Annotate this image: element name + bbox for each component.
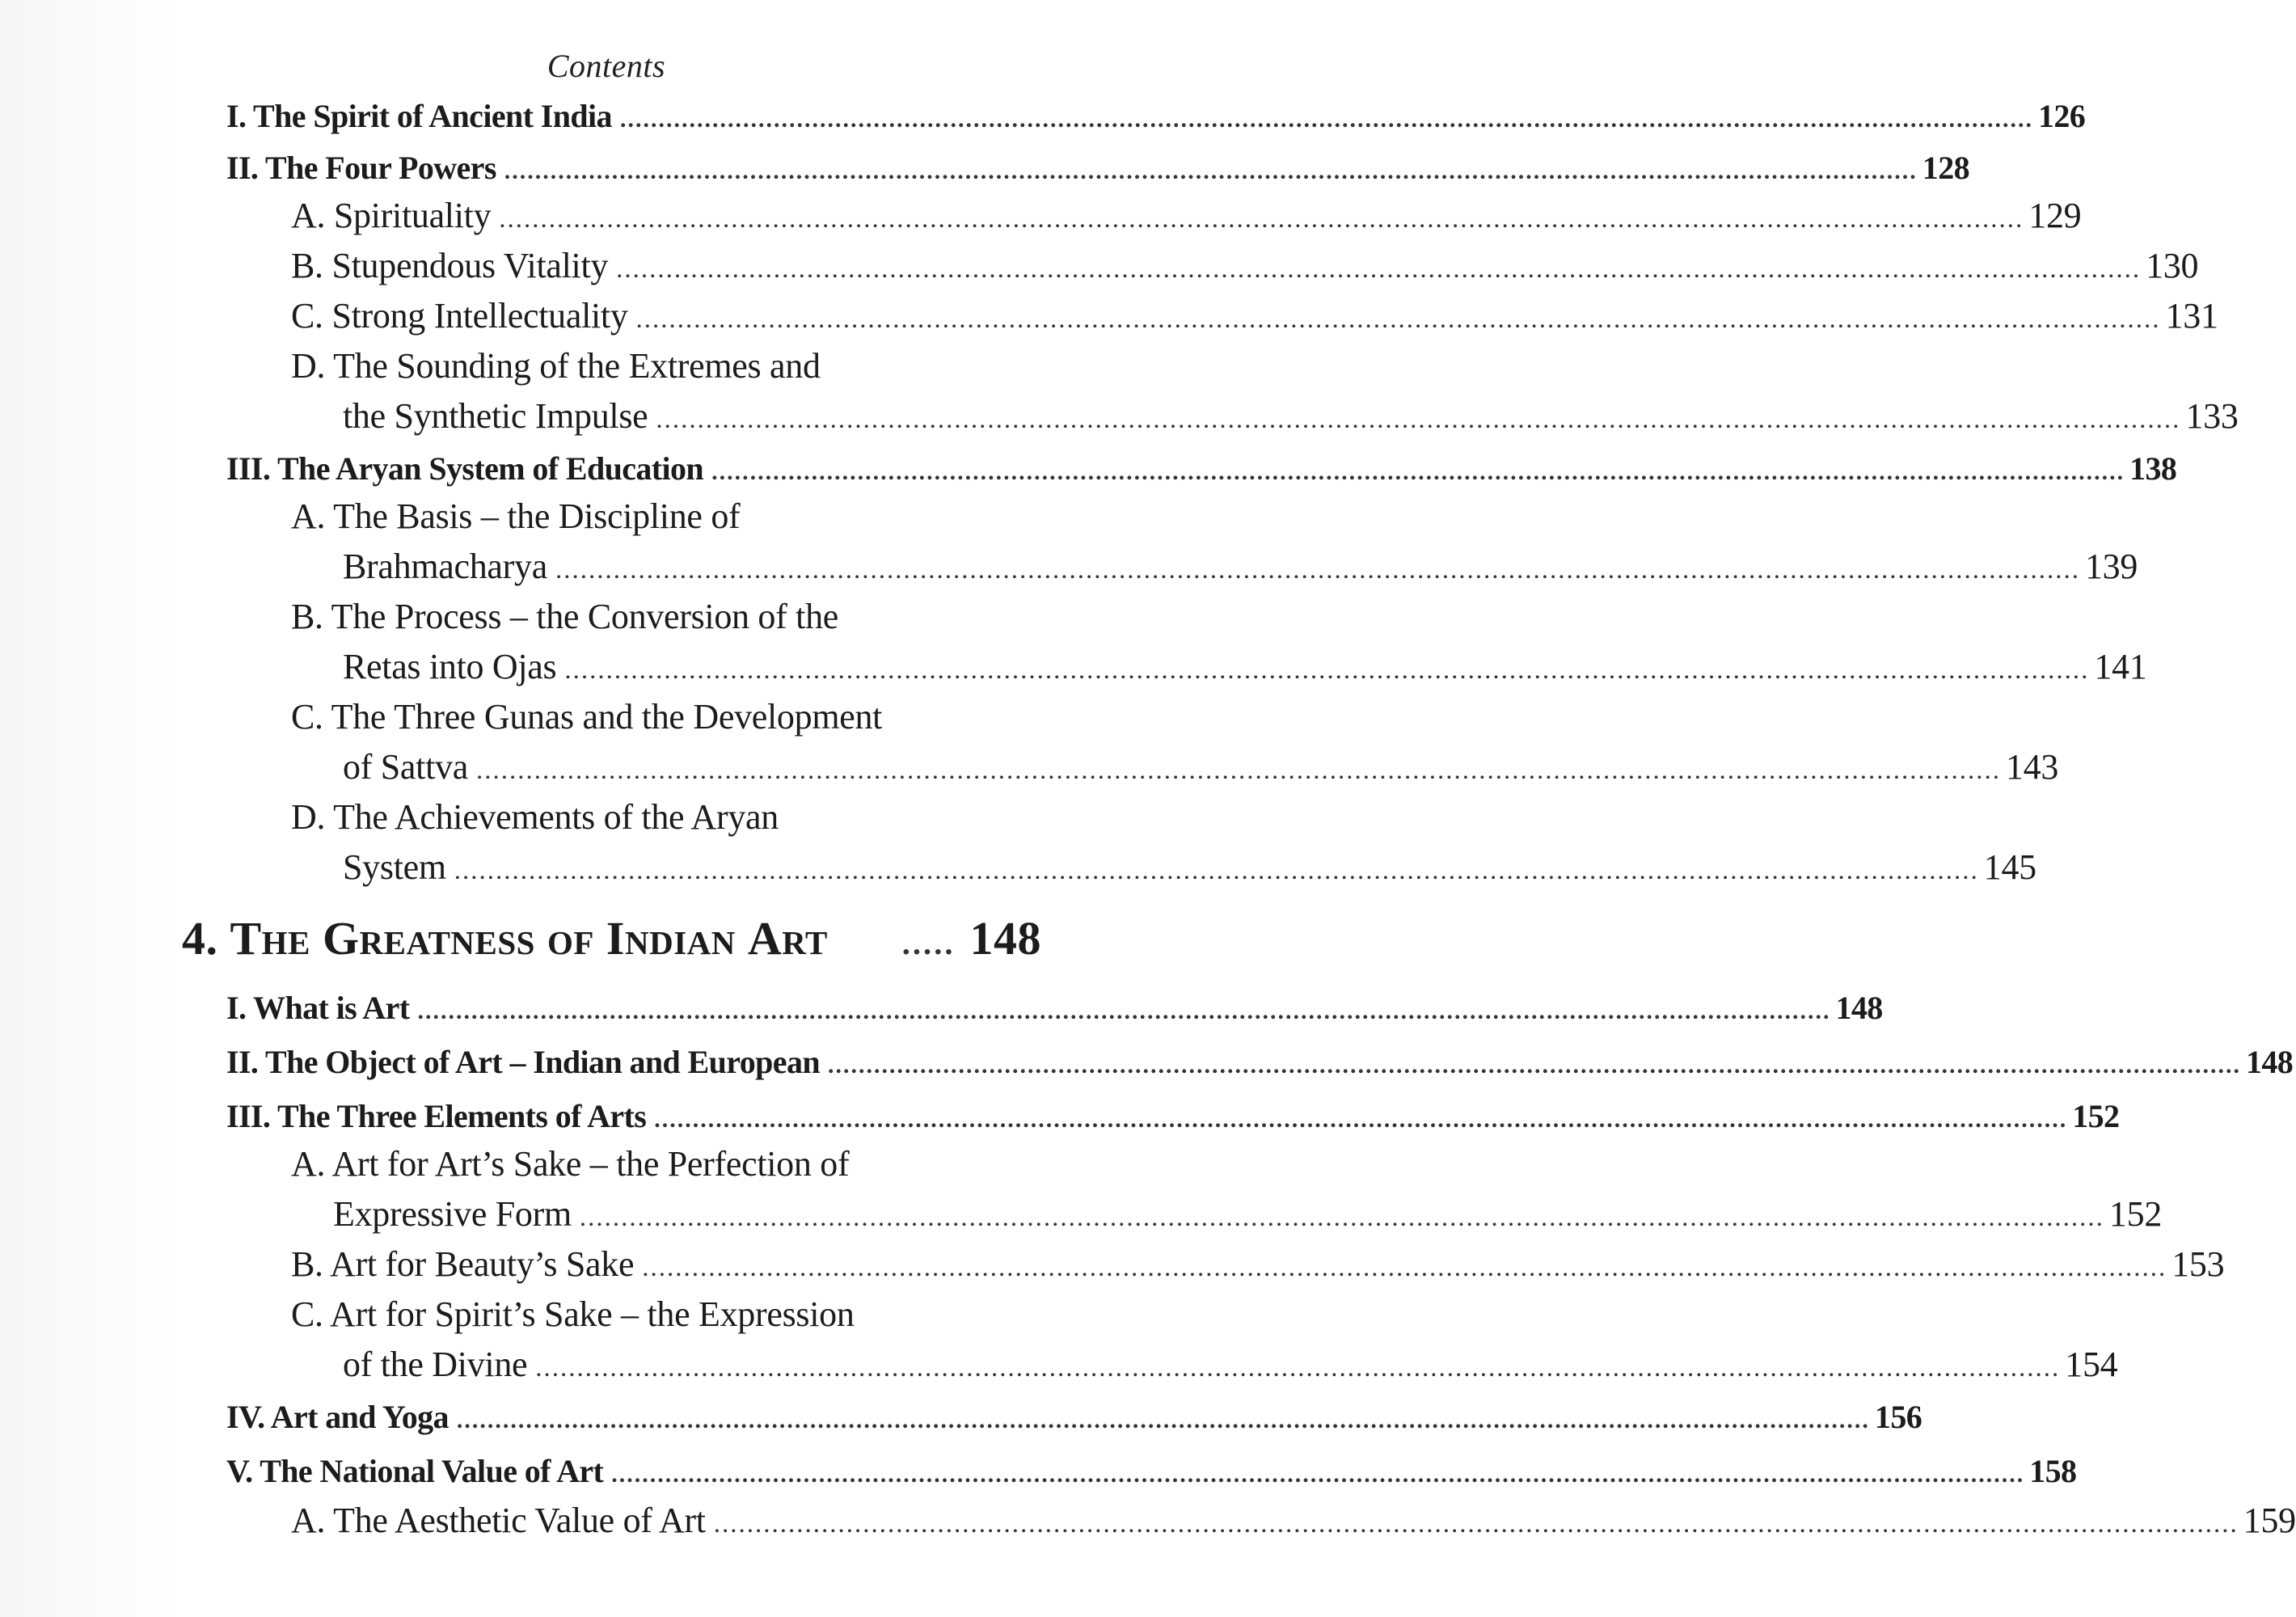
toc-entry-art-for-spirits-sake[interactable] bbox=[343, 1344, 2118, 1385]
entry-title-line: C. Art for Spirit’s Sake – the Expression bbox=[291, 1294, 855, 1334]
toc-entry-art-for-beautys-sake[interactable] bbox=[291, 1243, 2225, 1285]
page-number: 148 bbox=[1835, 990, 1883, 1026]
toc-entry-stupendous-vitality[interactable] bbox=[291, 245, 2199, 286]
entry-title-line: A. Art for Art’s Sake – the Perfection of bbox=[291, 1144, 850, 1184]
dot-leader: ........................................................................................................................................................................................ bbox=[579, 1203, 2104, 1232]
page-number: 154 bbox=[2065, 1345, 2118, 1384]
chapter-title-word: Art bbox=[747, 912, 828, 965]
toc-entry-achievements-of-aryan-system[interactable] bbox=[343, 846, 2036, 888]
dot-leader: ........................................................................................................................................................................................ bbox=[616, 255, 2142, 284]
dot-leader: ........................................................................................................................................................................................ bbox=[711, 458, 2125, 485]
entry-title-line: D. The Sounding of the Extremes and bbox=[291, 346, 821, 386]
page-number: 148 bbox=[2246, 1044, 2294, 1080]
entry-title: Brahmacharya bbox=[343, 547, 547, 586]
toc-entry-strong-intellectuality[interactable] bbox=[291, 295, 2218, 336]
entry-title: IV. Art and Yoga bbox=[226, 1399, 449, 1435]
page-number: 153 bbox=[2171, 1244, 2225, 1284]
page-number: 156 bbox=[1874, 1399, 1922, 1435]
dot-leader: ........................................................................................................................................................................................ bbox=[642, 1253, 2167, 1282]
toc-entry-aesthetic-value-of-art[interactable] bbox=[291, 1500, 2296, 1541]
page-number: 141 bbox=[2094, 647, 2147, 686]
chapter-title-word: Indian bbox=[606, 912, 736, 965]
page-number: 131 bbox=[2165, 296, 2218, 336]
entry-title: II. The Four Powers bbox=[226, 150, 496, 186]
toc-entry-three-elements-of-arts[interactable] bbox=[226, 1097, 2120, 1135]
page-number: 148 bbox=[969, 912, 1041, 965]
page-number: 130 bbox=[2146, 246, 2199, 285]
toc-entry-what-is-art[interactable] bbox=[226, 989, 1883, 1027]
toc-entry-three-gunas[interactable] bbox=[343, 746, 2059, 787]
toc-entry-spirit-of-ancient-india[interactable] bbox=[226, 97, 2086, 135]
entry-title-line: C. The Three Gunas and the Development bbox=[291, 697, 883, 737]
chapter-title-word: of bbox=[547, 912, 594, 965]
page-number: 128 bbox=[1922, 150, 1969, 186]
dot-leader: ........................................................................................................................................................................................ bbox=[713, 1509, 2239, 1539]
chapter-title-word: Greatness bbox=[322, 912, 535, 965]
page-number: 129 bbox=[2028, 196, 2082, 235]
entry-title: Expressive Form bbox=[333, 1194, 572, 1234]
dot-leader: ........................................................................................................................................................................................ bbox=[611, 1461, 2025, 1488]
dot-leader: ........................................................................................................................................................................................ bbox=[499, 205, 2024, 234]
dot-leader: ........................................................................................................................................................................................ bbox=[635, 305, 2161, 334]
toc-entry-four-powers[interactable] bbox=[226, 149, 1969, 187]
dot-leader: ..... bbox=[901, 925, 956, 961]
page-number: 126 bbox=[2037, 98, 2086, 134]
page-number: 152 bbox=[2108, 1194, 2163, 1234]
toc-entry-object-of-art[interactable] bbox=[226, 1043, 2294, 1081]
chapter-heading-greatness-of-indian-art[interactable] bbox=[182, 911, 1041, 965]
dot-leader: ........................................................................................................................................................................................ bbox=[654, 1106, 2068, 1133]
entry-title: II. The Object of Art – Indian and European bbox=[226, 1044, 820, 1080]
entry-title: V. The National Value of Art bbox=[226, 1453, 604, 1489]
page-number: 138 bbox=[2129, 450, 2177, 487]
entry-title-line: B. The Process – the Conversion of the bbox=[291, 597, 839, 636]
toc-entry-sounding-of-extremes[interactable] bbox=[343, 395, 2239, 437]
entry-title: Retas into Ojas bbox=[343, 647, 557, 686]
toc-entry-national-value-of-art[interactable] bbox=[226, 1452, 2077, 1490]
dot-leader: ........................................................................................................................................................................................ bbox=[564, 656, 2090, 685]
entry-title: I. The Spirit of Ancient India bbox=[226, 98, 612, 134]
entry-title: A. The Aesthetic Value of Art bbox=[291, 1501, 706, 1540]
dot-leader: ........................................................................................................................................................................................ bbox=[456, 1407, 1870, 1433]
dot-leader: ........................................................................................................................................................................................ bbox=[656, 405, 2181, 434]
entry-title: A. Spirituality bbox=[291, 196, 492, 235]
dot-leader: ........................................................................................................................................................................................ bbox=[828, 1052, 2241, 1079]
entry-title: I. What is Art bbox=[226, 990, 410, 1026]
entry-title: B. Art for Beauty’s Sake bbox=[291, 1244, 635, 1284]
dot-leader: ........................................................................................................................................................................................ bbox=[555, 555, 2080, 585]
toc-entry-conversion-of-retas[interactable] bbox=[343, 646, 2147, 687]
entry-title: System bbox=[343, 847, 446, 887]
toc-entry-art-and-yoga[interactable] bbox=[226, 1398, 1922, 1436]
running-head: Contents bbox=[547, 48, 666, 84]
entry-title: the Synthetic Impulse bbox=[343, 396, 648, 436]
dot-leader: ........................................................................................................................................................................................ bbox=[454, 856, 1979, 885]
entry-title-line: D. The Achievements of the Aryan bbox=[291, 797, 779, 837]
page-number: 159 bbox=[2243, 1501, 2296, 1540]
toc-entry-discipline-of-brahmacharya[interactable] bbox=[343, 546, 2138, 587]
dot-leader: ........................................................................................................................................................................................ bbox=[475, 756, 2001, 785]
dot-leader: ........................................................................................................................................................................................ bbox=[619, 106, 2033, 133]
dot-leader: ........................................................................................................................................................................................ bbox=[504, 158, 1918, 184]
dot-leader: ........................................................................................................................................................................................ bbox=[417, 998, 1831, 1024]
page-number: 158 bbox=[2029, 1453, 2077, 1489]
entry-title: III. The Aryan System of Education bbox=[226, 450, 704, 487]
chapter-title-word: The bbox=[230, 912, 310, 965]
entry-title: III. The Three Elements of Arts bbox=[226, 1098, 647, 1134]
chapter-number: 4. bbox=[182, 912, 218, 965]
toc-entry-aryan-system-of-education[interactable] bbox=[226, 450, 2177, 488]
entry-title: B. Stupendous Vitality bbox=[291, 246, 609, 285]
page-number: 152 bbox=[2072, 1098, 2120, 1134]
entry-title: of the Divine bbox=[343, 1345, 528, 1384]
toc-entry-spirituality[interactable] bbox=[291, 195, 2082, 236]
page-number: 145 bbox=[1983, 847, 2036, 887]
page-number: 133 bbox=[2185, 396, 2239, 436]
entry-title-line: A. The Basis – the Discipline of bbox=[291, 496, 741, 536]
toc-entry-art-for-arts-sake[interactable] bbox=[333, 1193, 2163, 1235]
entry-title: C. Strong Intellectuality bbox=[291, 296, 628, 336]
entry-title: of Sattva bbox=[343, 747, 468, 787]
page-number: 143 bbox=[2005, 747, 2059, 787]
dot-leader: ........................................................................................................................................................................................ bbox=[535, 1353, 2061, 1383]
page-number: 139 bbox=[2084, 547, 2138, 586]
chapter-title bbox=[182, 911, 828, 965]
